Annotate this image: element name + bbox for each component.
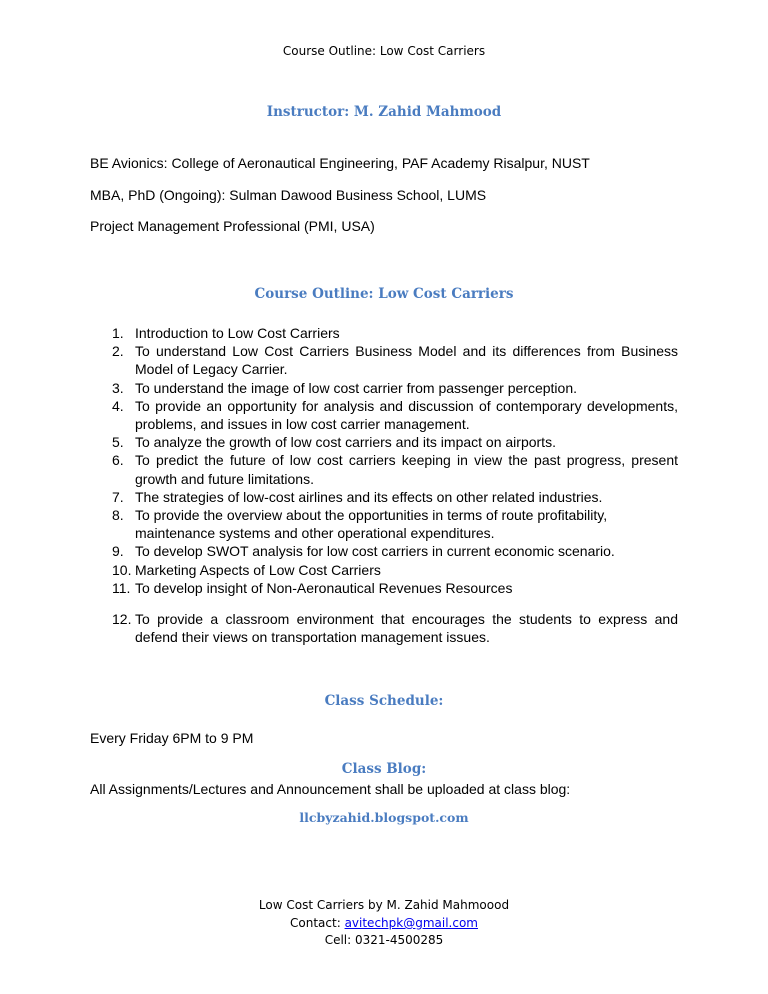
schedule-text: Every Friday 6PM to 9 PM xyxy=(90,730,254,746)
list-item xyxy=(90,397,678,433)
item-text: To provide an opportunity for analysis and discussion of contemporary developments, problems, and issues in low cost carrier management. xyxy=(135,397,678,433)
item-number: 4. xyxy=(112,397,124,414)
item-text: To provide a classroom environment that encourages the students to express and defend their views on transportation management issues. xyxy=(135,611,678,646)
outline-heading: Course Outline: Low Cost Carriers xyxy=(254,286,514,302)
outline-list xyxy=(90,324,678,646)
item-text: To understand the image of low cost carrier from passenger perception. xyxy=(135,379,578,396)
item-number: 8. xyxy=(112,507,124,524)
item-number: 6. xyxy=(112,452,124,469)
contact-email-link[interactable]: avitechpk@gmail.com xyxy=(344,916,478,930)
item-text: To predict the future of low cost carriers keeping in view the past progress, present growth and future limitations. xyxy=(135,452,678,487)
list-item xyxy=(90,561,678,579)
list-item xyxy=(90,579,678,597)
credential-line: MBA, PhD (Ongoing): Sulman Dawood Business School, LUMS xyxy=(90,187,487,203)
item-text: To analyze the growth of low cost carriers and its impact on airports. xyxy=(135,434,556,451)
item-number: 9. xyxy=(112,543,124,560)
item-number: 3. xyxy=(112,379,124,396)
blog-text: All Assignments/Lectures and Announcement shall be uploaded at class blog: xyxy=(90,781,571,797)
blog-heading: Class Blog: xyxy=(341,761,427,777)
item-number: 1. xyxy=(112,325,124,341)
item-text: Marketing Aspects of Low Cost Carriers xyxy=(135,561,381,578)
schedule-heading: Class Schedule: xyxy=(324,693,444,709)
item-text: To understand Low Cost Carriers Business Model and its differences from Business Model of Legacy Carrier. xyxy=(135,343,678,378)
list-item xyxy=(90,451,678,487)
blog-url[interactable]: llcbyzahid.blogspot.com xyxy=(299,810,469,825)
footer-contact xyxy=(0,916,768,930)
item-number: 10. xyxy=(112,561,132,578)
footer-author: Low Cost Carriers by M. Zahid Mahmoood xyxy=(258,898,510,912)
list-item xyxy=(90,610,678,646)
item-number: 5. xyxy=(112,434,124,451)
list-item xyxy=(90,342,678,378)
list-item xyxy=(90,433,678,451)
item-text: To provide the overview about the opportunities in terms of route profitability, maintenance systems and other operational expenditures. xyxy=(135,507,608,542)
credential-line: BE Avionics: College of Aeronautical Engineering, PAF Academy Risalpur, NUST xyxy=(90,155,590,171)
item-number: 2. xyxy=(112,343,124,360)
instructor-heading: Instructor: M. Zahid Mahmood xyxy=(266,104,502,120)
item-text: Introduction to Low Cost Carriers xyxy=(135,325,340,341)
list-item xyxy=(90,324,678,342)
list-item xyxy=(90,488,678,506)
item-number: 12. xyxy=(112,611,132,628)
contact-label: Contact: xyxy=(290,916,345,930)
page-header: Course Outline: Low Cost Carriers xyxy=(282,44,486,58)
credential-line: Project Management Professional (PMI, USA) xyxy=(90,218,375,234)
list-item xyxy=(90,506,678,542)
list-item xyxy=(90,542,678,560)
list-item xyxy=(90,379,678,397)
item-number: 7. xyxy=(112,488,124,505)
footer-cell: Cell: 0321-4500285 xyxy=(324,933,444,947)
item-text: To develop SWOT analysis for low cost carriers in current economic scenario. xyxy=(135,543,615,560)
item-text: The strategies of low-cost airlines and its effects on other related industries. xyxy=(135,488,603,505)
item-number: 11. xyxy=(112,579,131,596)
item-text: To develop insight of Non-Aeronautical Revenues Resources xyxy=(135,579,513,596)
